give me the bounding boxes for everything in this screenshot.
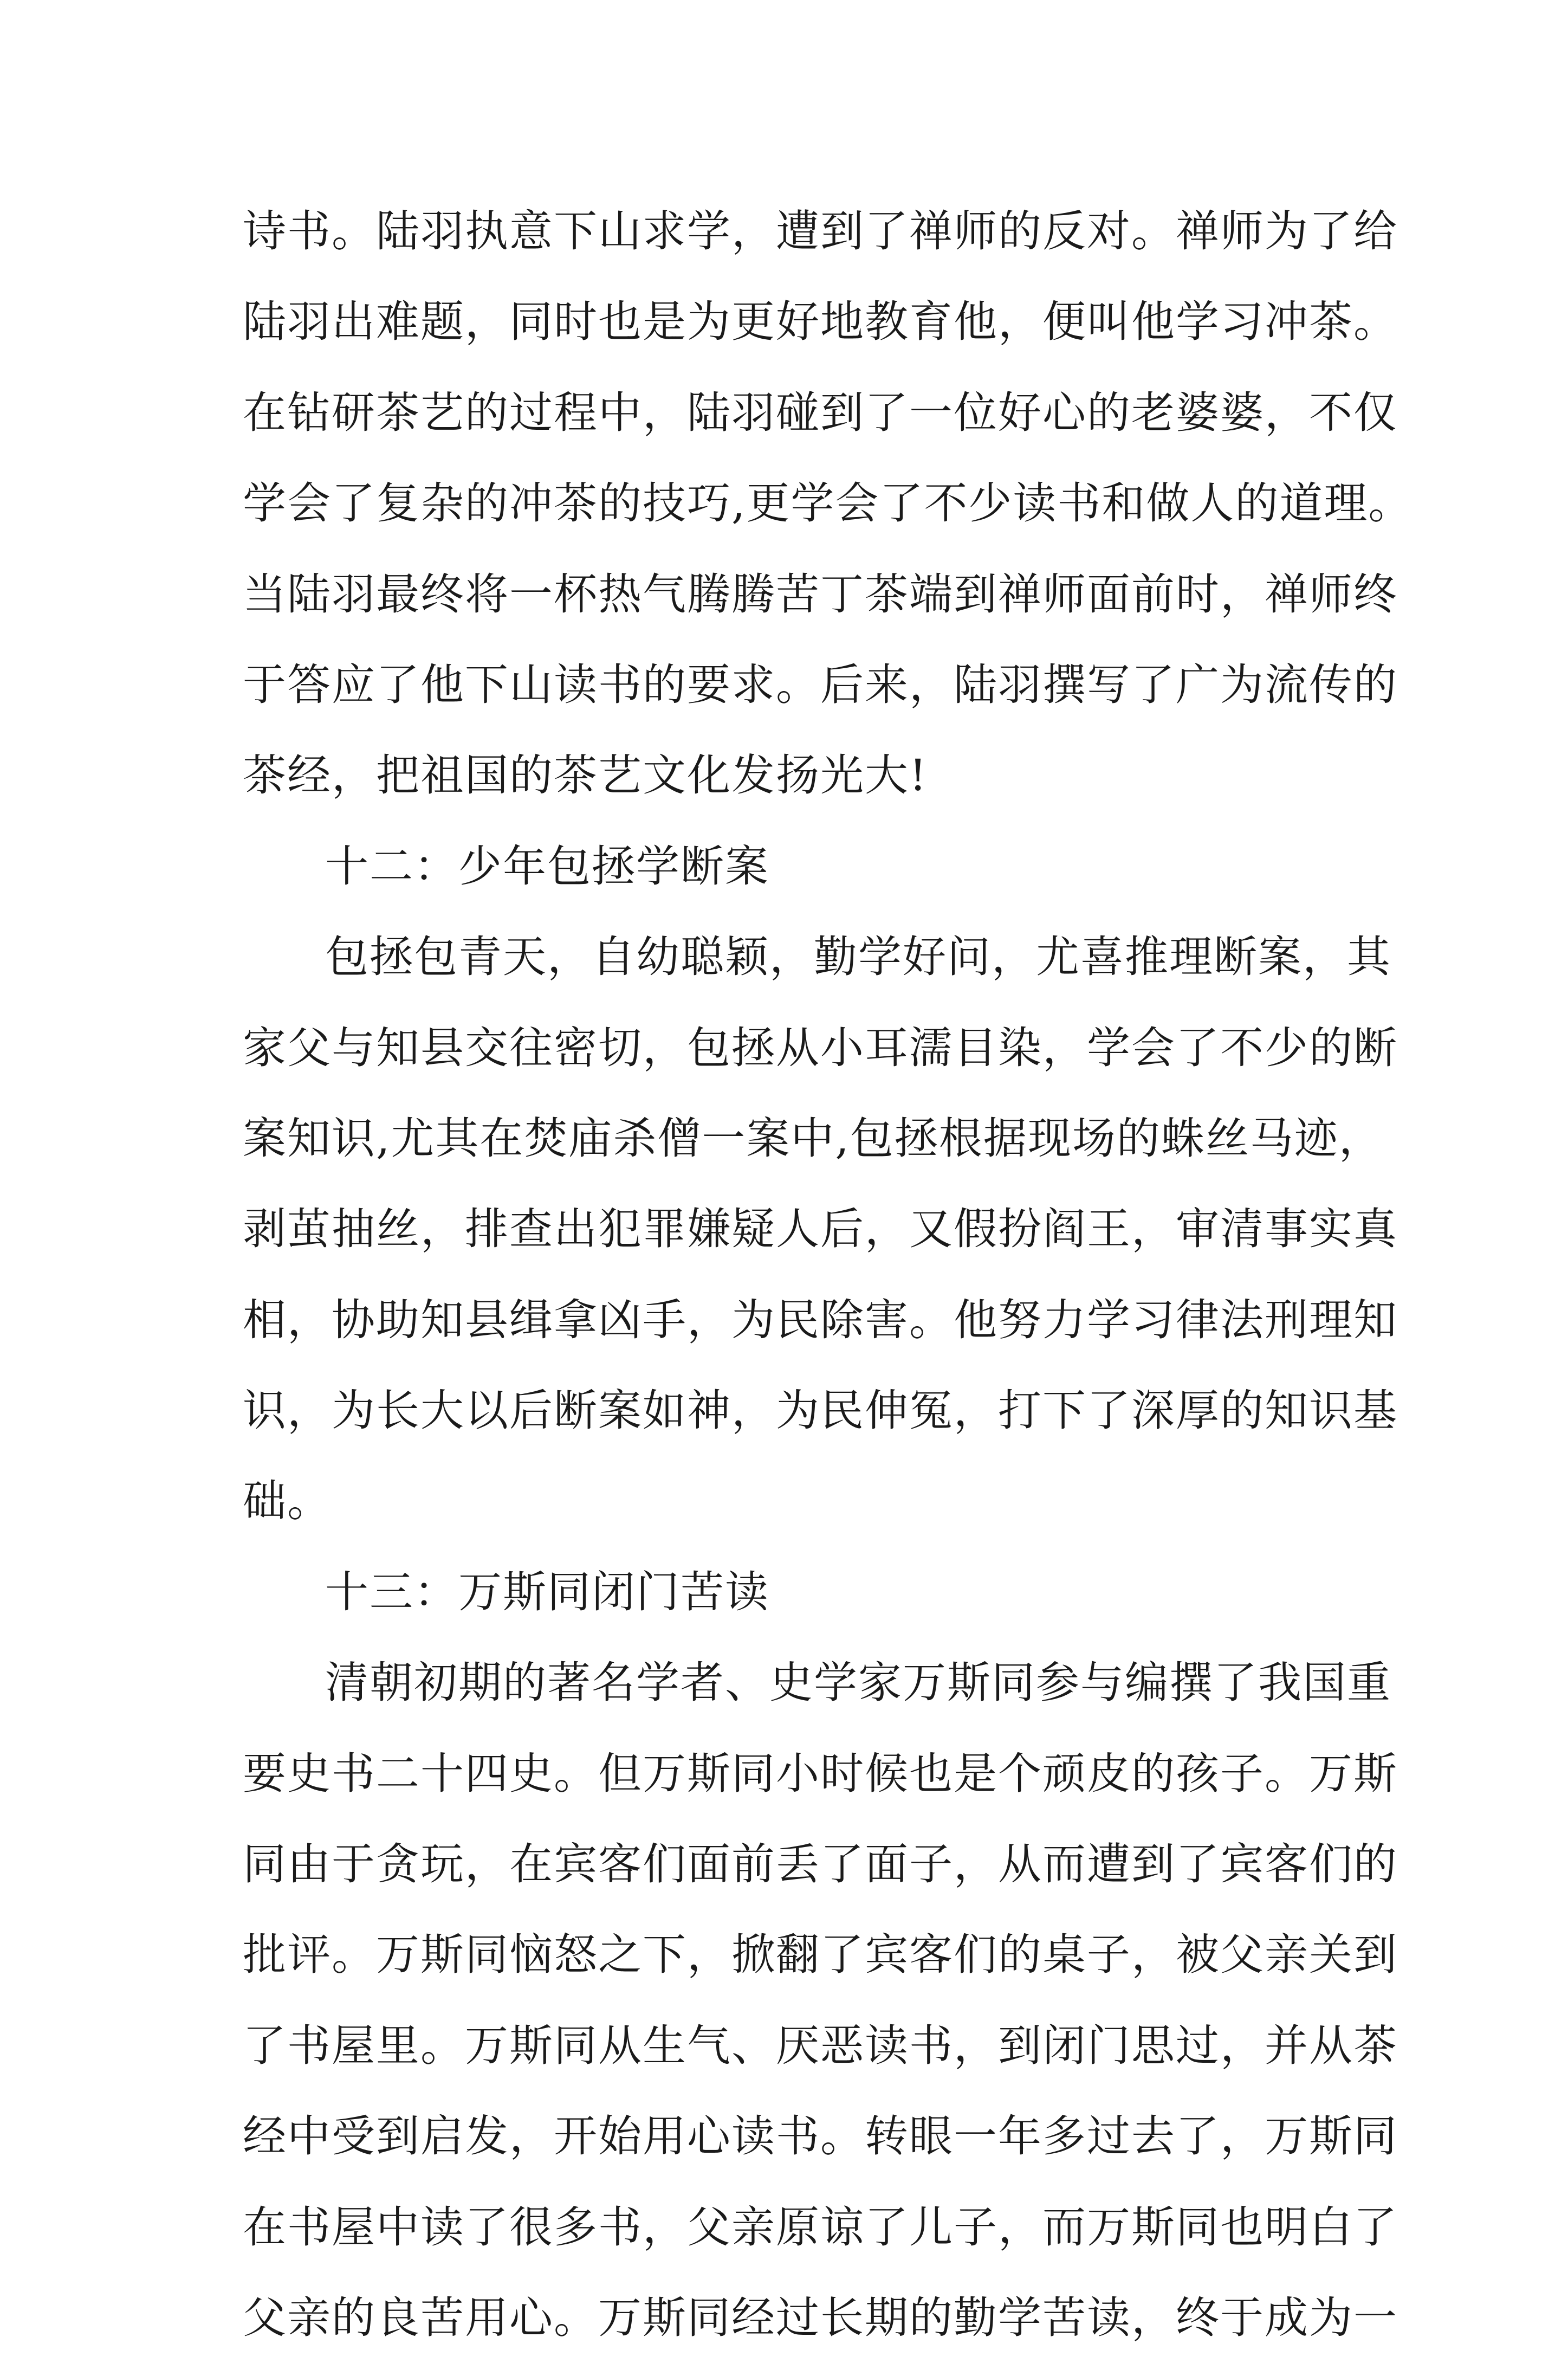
text-line: 础。 [243,1476,332,1527]
text-line: 诗书。陆羽执意下山求学，遭到了禅师的反对。禅师为了给 [243,206,1398,256]
text-line: 相，协助知县缉拿凶手，为民除害。他努力学习律法刑理知 [243,1294,1398,1345]
text-line: 要史书二十四史。但万斯同小时候也是个顽皮的孩子。万斯 [243,1748,1398,1799]
text-line: 经中受到启发，开始用心读书。转眼一年多过去了，万斯同 [243,2111,1398,2162]
text-line: 了书屋里。万斯同从生气、厌恶读书，到闭门思过，并从茶 [243,2020,1398,2071]
paragraph-first-line: 包拯包青天，自幼聪颖，勤学好问，尤喜推理断案，其 [325,932,1391,983]
section-heading-13: 十三：万斯同闭门苦读 [325,1566,769,1617]
section-heading-12: 十二：少年包拯学断案 [325,841,769,892]
document-body [243,186,1413,2363]
text-line: 剥茧抽丝，排查出犯罪嫌疑人后，又假扮阎王，审清事实真 [243,1204,1398,1255]
text-line: 于答应了他下山读书的要求。后来，陆羽撰写了广为流传的 [243,659,1398,710]
text-line: 批评。万斯同恼怒之下，掀翻了宾客们的桌子，被父亲关到 [243,1929,1398,1980]
text-line: 茶经，把祖国的茶艺文化发扬光大! [243,750,928,801]
text-line: 识，为长大以后断案如神，为民伸冤，打下了深厚的知识基 [243,1385,1398,1436]
text-line: 家父与知县交往密切，包拯从小耳濡目染，学会了不少的断 [243,1022,1398,1073]
text-line: 陆羽出难题，同时也是为更好地教育他，便叫他学习冲茶。 [243,296,1398,347]
paragraph-first-line: 清朝初期的著名学者、史学家万斯同参与编撰了我国重 [325,1657,1391,1708]
text-line: 父亲的良苦用心。万斯同经过长期的勤学苦读，终于成为一 [243,2292,1398,2343]
text-line: 同由于贪玩，在宾客们面前丢了面子，从而遭到了宾客们的 [243,1839,1398,1890]
text-line: 在书屋中读了很多书，父亲原谅了儿子，而万斯同也明白了 [243,2201,1398,2252]
text-line: 案知识,尤其在焚庙杀僧一案中,包拯根据现场的蛛丝马迹， [243,1113,1383,1164]
text-line: 在钻研茶艺的过程中，陆羽碰到了一位好心的老婆婆，不仅 [243,387,1398,438]
text-line: 当陆羽最终将一杯热气腾腾苦丁茶端到禅师面前时，禅师终 [243,569,1398,619]
text-line: 学会了复杂的冲茶的技巧,更学会了不少读书和做人的道理。 [243,478,1413,529]
